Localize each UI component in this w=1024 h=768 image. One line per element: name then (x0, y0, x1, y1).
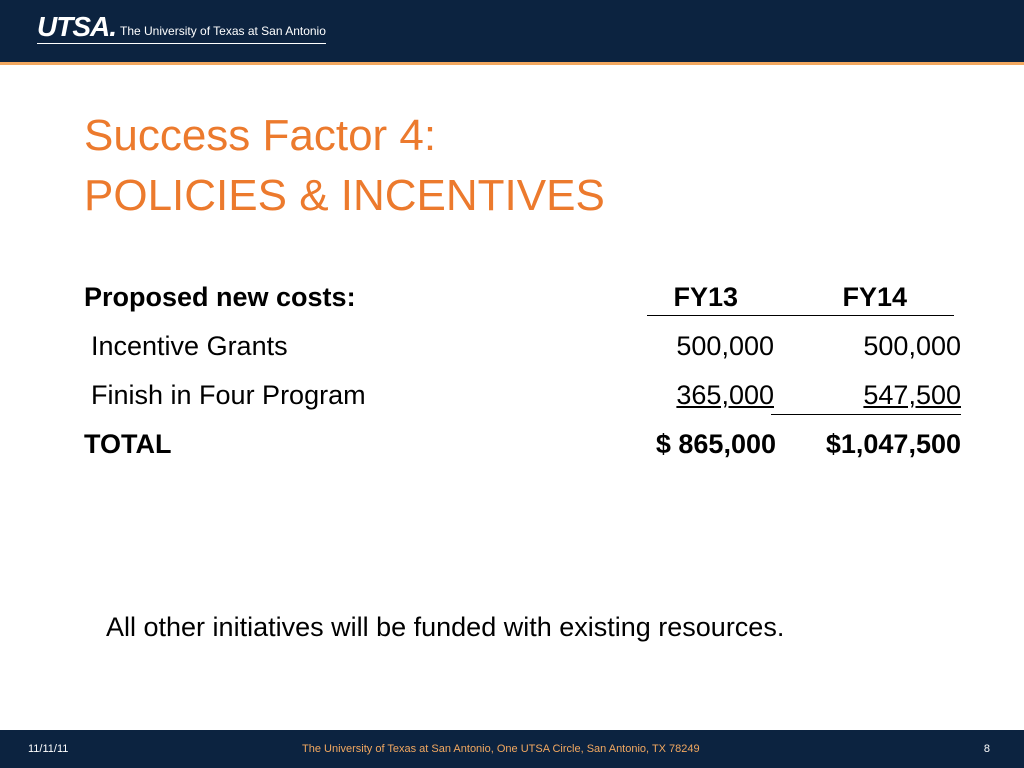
footer-date: 11/11/11 (28, 743, 69, 755)
title-line-2: POLICIES & INCENTIVES (84, 171, 605, 220)
logo-mark: UTSA. (37, 11, 116, 42)
logo-text: The University of Texas at San Antonio (120, 24, 326, 38)
header-label: Proposed new costs: (84, 282, 356, 312)
header-fy13: FY13 (673, 282, 738, 312)
header-underline (647, 315, 954, 316)
table-header-row (84, 280, 964, 329)
footer-address: The University of Texas at San Antonio, One UTSA Circle, San Antonio, TX 78249 (302, 743, 700, 755)
table-total-row (84, 427, 964, 476)
row-fy14: 547,500 (863, 380, 961, 410)
funding-note: All other initiatives will be funded with existing resources. (106, 612, 785, 642)
total-label: TOTAL (84, 429, 172, 459)
row-fy13: 365,000 (676, 380, 774, 410)
subtotal-underline (771, 414, 961, 415)
title-line-1: Success Factor 4: (84, 111, 437, 160)
row-fy13: 500,000 (676, 331, 774, 361)
row-label: Incentive Grants (91, 331, 288, 361)
row-fy14: 500,000 (863, 331, 961, 361)
row-label: Finish in Four Program (91, 380, 366, 410)
total-fy13: $ 865,000 (655, 429, 776, 459)
total-fy14: $1,047,500 (825, 429, 961, 459)
slide-title (84, 106, 605, 226)
slide-number: 8 (983, 743, 990, 755)
cost-table (84, 280, 964, 476)
header-fy14: FY14 (842, 282, 907, 312)
table-row (84, 378, 964, 427)
table-row (84, 329, 964, 378)
header-bar (0, 0, 1024, 65)
utsa-logo (37, 11, 326, 44)
footer-bar (0, 730, 1024, 768)
